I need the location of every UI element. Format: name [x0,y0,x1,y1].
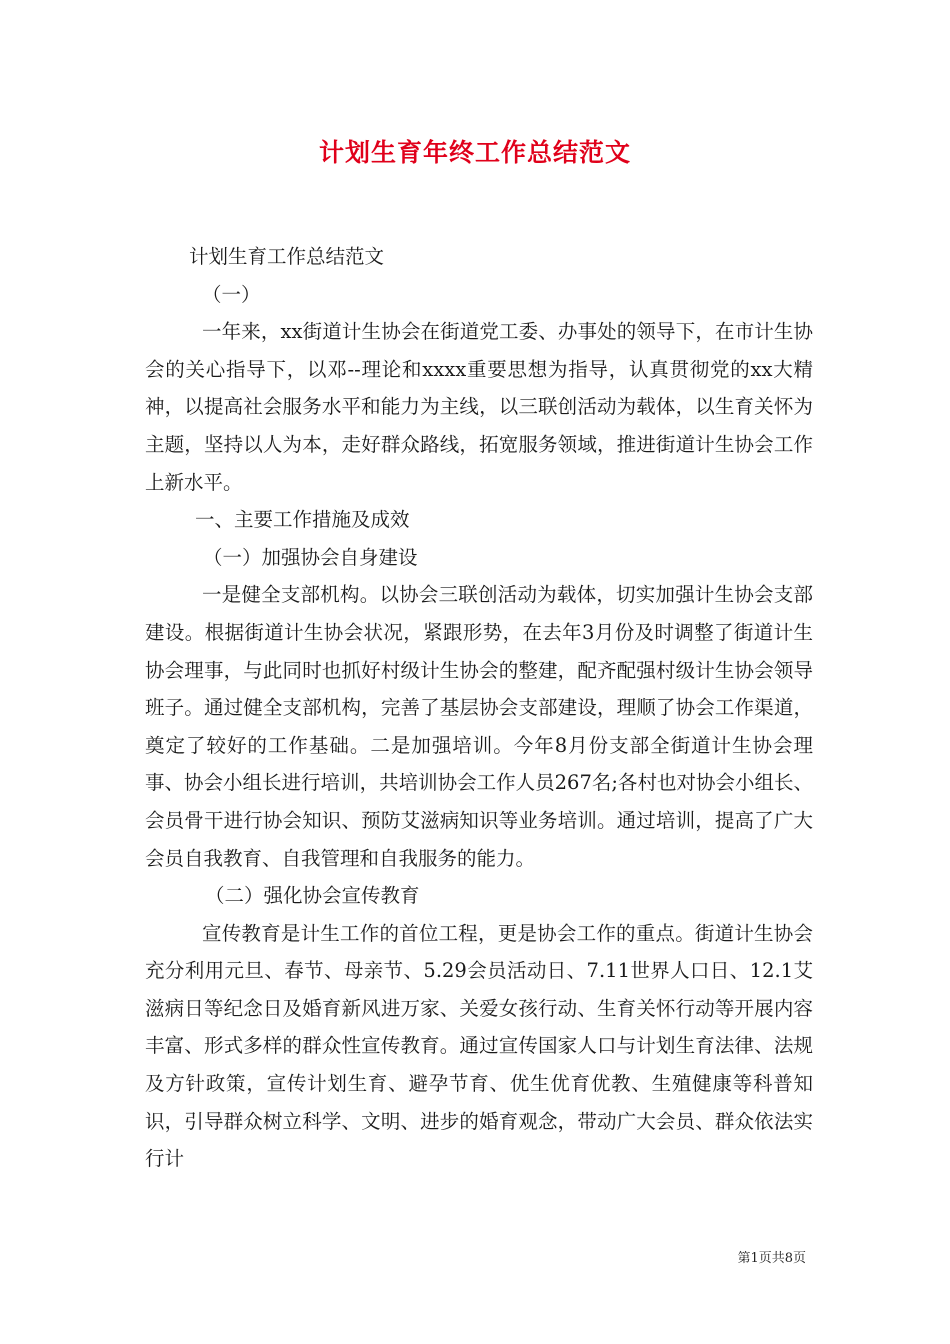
paragraph-self-building: 一是健全支部机构。以协会三联创活动为载体，切实加强计生协会支部建设。根据街道计生协会状况，紧跟形势，在去年3月份及时调整了街道计生协会理事，与此同时也抓好村级计生协会的整建，配齐配强村级计生协会领导班子。通过健全支部机构，完善了基层协会支部建设，理顺了协会工作渠道，奠定了较好的工作基础。二是加强培训。今年8月份支部全街道计生协会理事、协会小组长进行培训，共培训协会工作人员267名;各村也对协会小组长、会员骨干进行协会知识、预防艾滋病知识等业务培训。通过培训，提高了广大会员自我教育、自我管理和自我服务的能力。 [145,583,813,870]
document-subtitle: 计划生育工作总结范文 [189,245,385,268]
heading-main-measures: 一、主要工作措施及成效 [195,508,410,532]
subheading-publicity: （二）强化协会宣传教育 [205,884,420,908]
section-marker: （一） [202,282,261,306]
page-number-footer: 第1页共8页 [737,1251,806,1266]
paragraph-publicity: 宣传教育是计生工作的首位工程，更是协会工作的重点。街道计生协会充分利用元旦、春节、母亲节、5.29会员活动日、7.11世界人口日、12.1艾滋病日等纪念日及婚育新风进万家、关爱女孩行动、生育关怀行动等开展内容丰富、形式多样的群众性宣传教育。通过宣传国家人口与计划生育法律、法规及方针政策，宣传计划生育、避孕节育、优生优育优教、生殖健康等科普知识，引导群众树立科学、文明、进步的婚育观念，带动广大会员、群众依法实行计 [145,921,813,1171]
document-body [145,238,813,1178]
intro-paragraph: 一年来，xx街道计生协会在街道党工委、办事处的领导下，在市计生协会的关心指导下，以邓--理论和xxxx重要思想为指导，认真贯彻党的xx大精神，以提高社会服务水平和能力为主线，以三联创活动为载体，以生育关怀为主题，坚持以人为本，走好群众路线，拓宽服务领域，推进街道计生协会工作上新水平。 [145,320,813,494]
document-title: 计划生育年终工作总结范文 [318,138,631,167]
subheading-self-building: （一）加强协会自身建设 [203,545,418,569]
